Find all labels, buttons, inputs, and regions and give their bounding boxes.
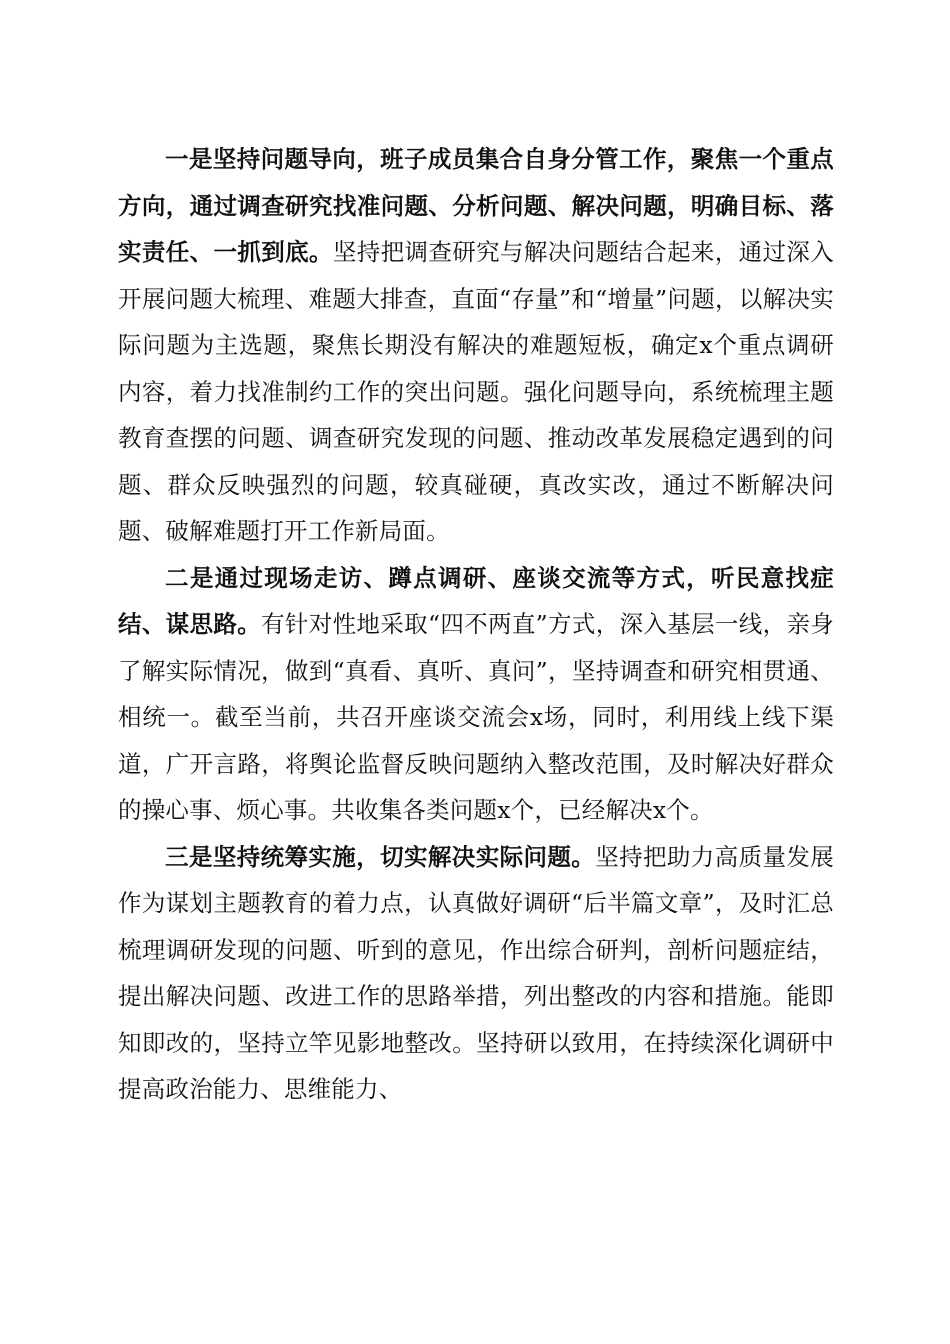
paragraph-1-lead: 一是坚持问题导向，班子成员集合自身分管工作，聚焦一个重点方向，通过调查研究找准问题、分析问题、解决问题，明确目标、落实责任、一抓到底。: [118, 145, 834, 266]
paragraph-1-body: 坚持把调查研究与解决问题结合起来，通过深入开展问题大梳理、难题大排查，直面“存量”和“增量”问题，以解决实际问题为主选题，聚焦长期没有解决的难题短板，确定x个重点调研内容，着力找准制约工作的突出问题。强化问题导向，系统梳理主题教育查摆的问题、调查研究发现的问题、推动改革发展稳定遇到的问题、群众反映强烈的问题，较真碰硬，真改实改，通过不断解决问题、破解难题打开工作新局面。: [118, 238, 834, 545]
paragraph-3: [118, 834, 834, 1113]
paragraph-3-body: 坚持把助力高质量发展作为谋划主题教育的着力点，认真做好调研“后半篇文章”，及时汇总梳理调研发现的问题、听到的意见，作出综合研判，剖析问题症结，提出解决问题、改进工作的思路举措，列出整改的内容和措施。能即知即改的，坚持立竿见影地整改。坚持研以致用，在持续深化调研中提高政治能力、思维能力、: [118, 842, 834, 1103]
document-body: [118, 136, 834, 1113]
paragraph-2-body: 有针对性地采取“四不两直”方式，深入基层一线，亲身了解实际情况，做到“真看、真听、真问”，坚持调查和研究相贯通、相统一。截至当前，共召开座谈交流会x场，同时，利用线上线下渠道，广开言路，将舆论监督反映问题纳入整改范围，及时解决好群众的操心事、烦心事。共收集各类问题x个，已经解决x个。: [118, 610, 835, 824]
paragraph-2: [118, 555, 834, 834]
paragraph-2-lead: 二是通过现场走访、蹲点调研、座谈交流等方式，听民意找症结、谋思路。: [118, 563, 834, 638]
paragraph-3-lead: 三是坚持统筹实施，切实解决实际问题。: [165, 842, 596, 871]
paragraph-1: [118, 136, 834, 555]
